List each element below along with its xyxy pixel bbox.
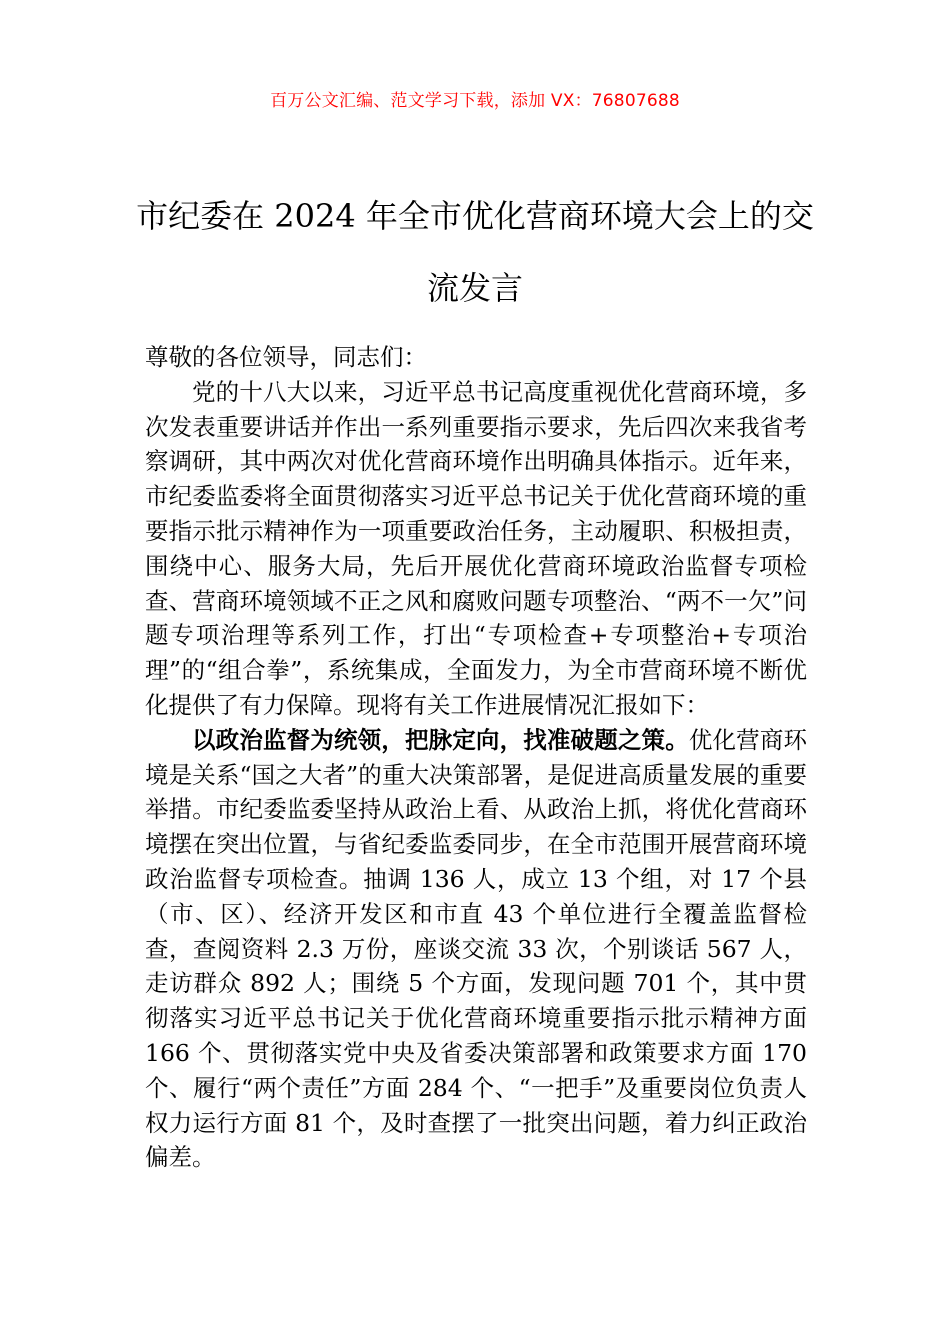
document-body bbox=[145, 340, 807, 1175]
salutation: 尊敬的各位领导，同志们： bbox=[145, 343, 427, 371]
paragraph-text: 党的十八大以来，习近平总书记高度重视优化营商环境，多次发表重要讲话并作出一系列重要指示要求，先后四次来我省考察调研，其中两次对优化营商环境作出明确具体指示。近年来，市纪委监委将全面贯彻落实习近平总书记关于优化营商环境的重要指示批示精神作为一项重要政治任务，主动履职、积极担责，围绕中心、服务大局，先后开展优化营商环境政治监督专项检查、营商环境领域不正之风和腐败问题专项整治、“两不一欠”问题专项治理等系列工作，打出“专项检查+专项整治+专项治理”的“组合拳”，系统集成，全面发力，为全市营商环境不断优化提供了有力保障。现将有关工作进展情况汇报如下： bbox=[145, 377, 807, 719]
paragraph-lead-heading: 以政治监督为统领，把脉定向，找准破题之策。 bbox=[192, 725, 689, 754]
paragraph-text: 优化营商环境是关系“国之大者”的重大决策部署，是促进高质量发展的重要举措。市纪委监委坚持从政治上看、从政治上抓，将优化营商环境摆在突出位置，与省纪委监委同步，在全市范围开展营商环境政治监督专项检查。抽调 136 人，成立 13 个组，对 17 个县（市、区）、经济开发区和市直 43 个单位进行全覆盖监督检查，查阅资料 2.3 万份，座谈交流 33 次，个别谈话 567 人，走访群众 892 人；围绕 5 个方面，发现问题 701 个，其中贯彻落实习近平总书记关于优化营商环境重要指示批示精神方面 166 个、贯彻落实党中央及省委决策部署和政策要求方面 170 个、履行“两个责任”方面 284 个、“一把手”及重要岗位负责人权力运行方面 81 个，及时查摆了一批突出问题，着力纠正政治偏差。 bbox=[145, 725, 807, 1172]
paragraph-intro bbox=[145, 375, 807, 723]
paragraph-political-supervision bbox=[145, 723, 807, 1175]
download-promo-header: 百万公文汇编、范文学习下载，添加 VX：76807688 bbox=[270, 91, 680, 111]
document-title: 市纪委在 2024 年全市优化营商环境大会上的交流发言 bbox=[136, 197, 814, 307]
